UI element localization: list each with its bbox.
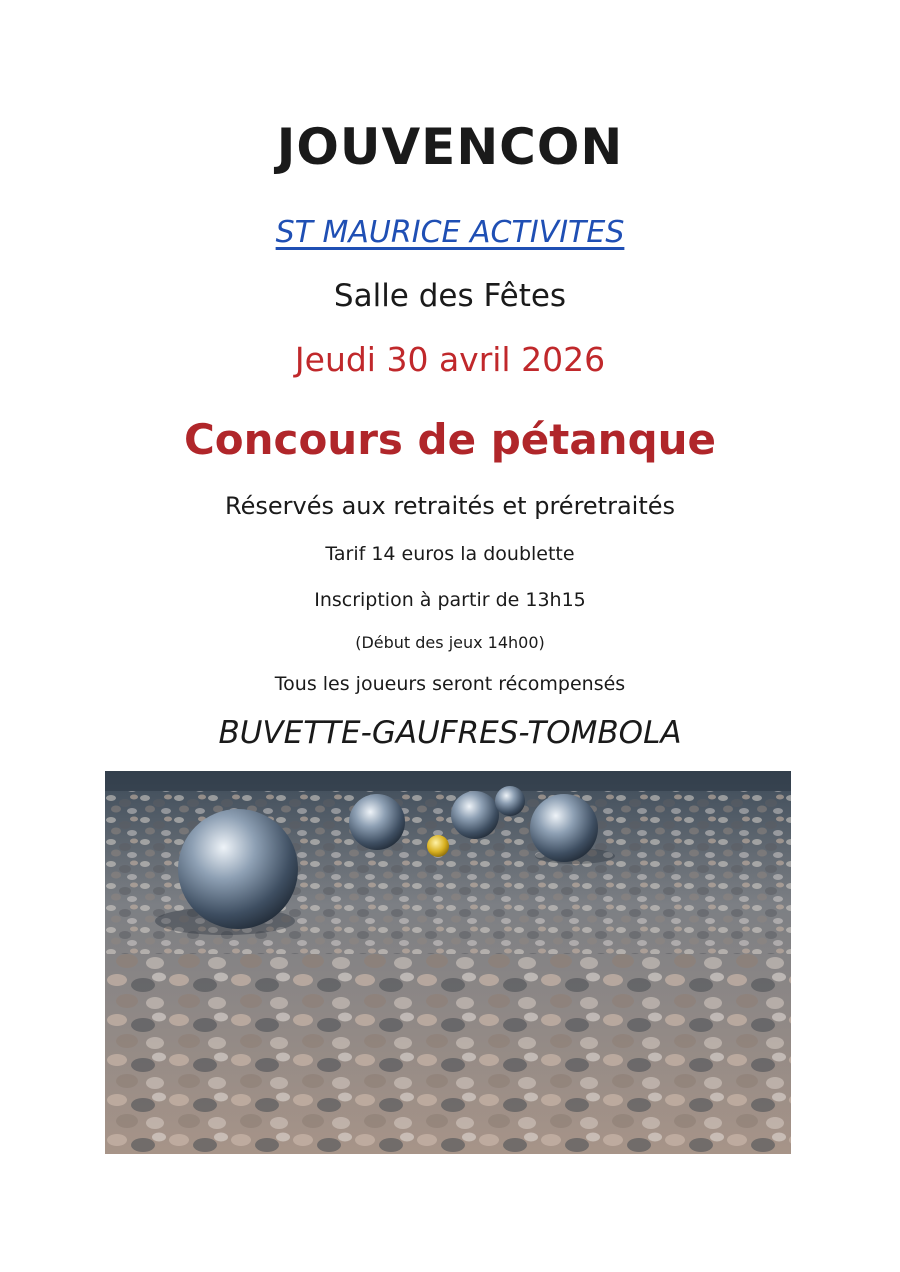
tariff-text: Tarif 14 euros la doublette [325,543,575,565]
organizer-name: ST MAURICE ACTIVITES [275,215,625,250]
boule [530,794,598,862]
petanque-photo [105,771,791,1154]
venue-text: Salle des Fêtes [333,278,567,314]
eligibility-text: Réservés aux retraités et préretraités [225,492,675,520]
poster-title: JOUVENCON [276,118,624,176]
cochonnet [427,835,449,857]
boule [178,809,298,929]
boule [349,794,405,850]
boule [495,786,525,816]
event-date: Jeudi 30 avril 2026 [294,340,606,379]
rewards-text: Tous les joueurs seront récompensés [274,673,626,695]
start-time-text: (Début des jeux 14h00) [355,633,545,652]
inscription-text: Inscription à partir de 13h15 [314,589,586,611]
event-title: Concours de pétanque [183,415,717,464]
extras-text: BUVETTE-GAUFRES-TOMBOLA [218,715,682,751]
boule [451,791,499,839]
